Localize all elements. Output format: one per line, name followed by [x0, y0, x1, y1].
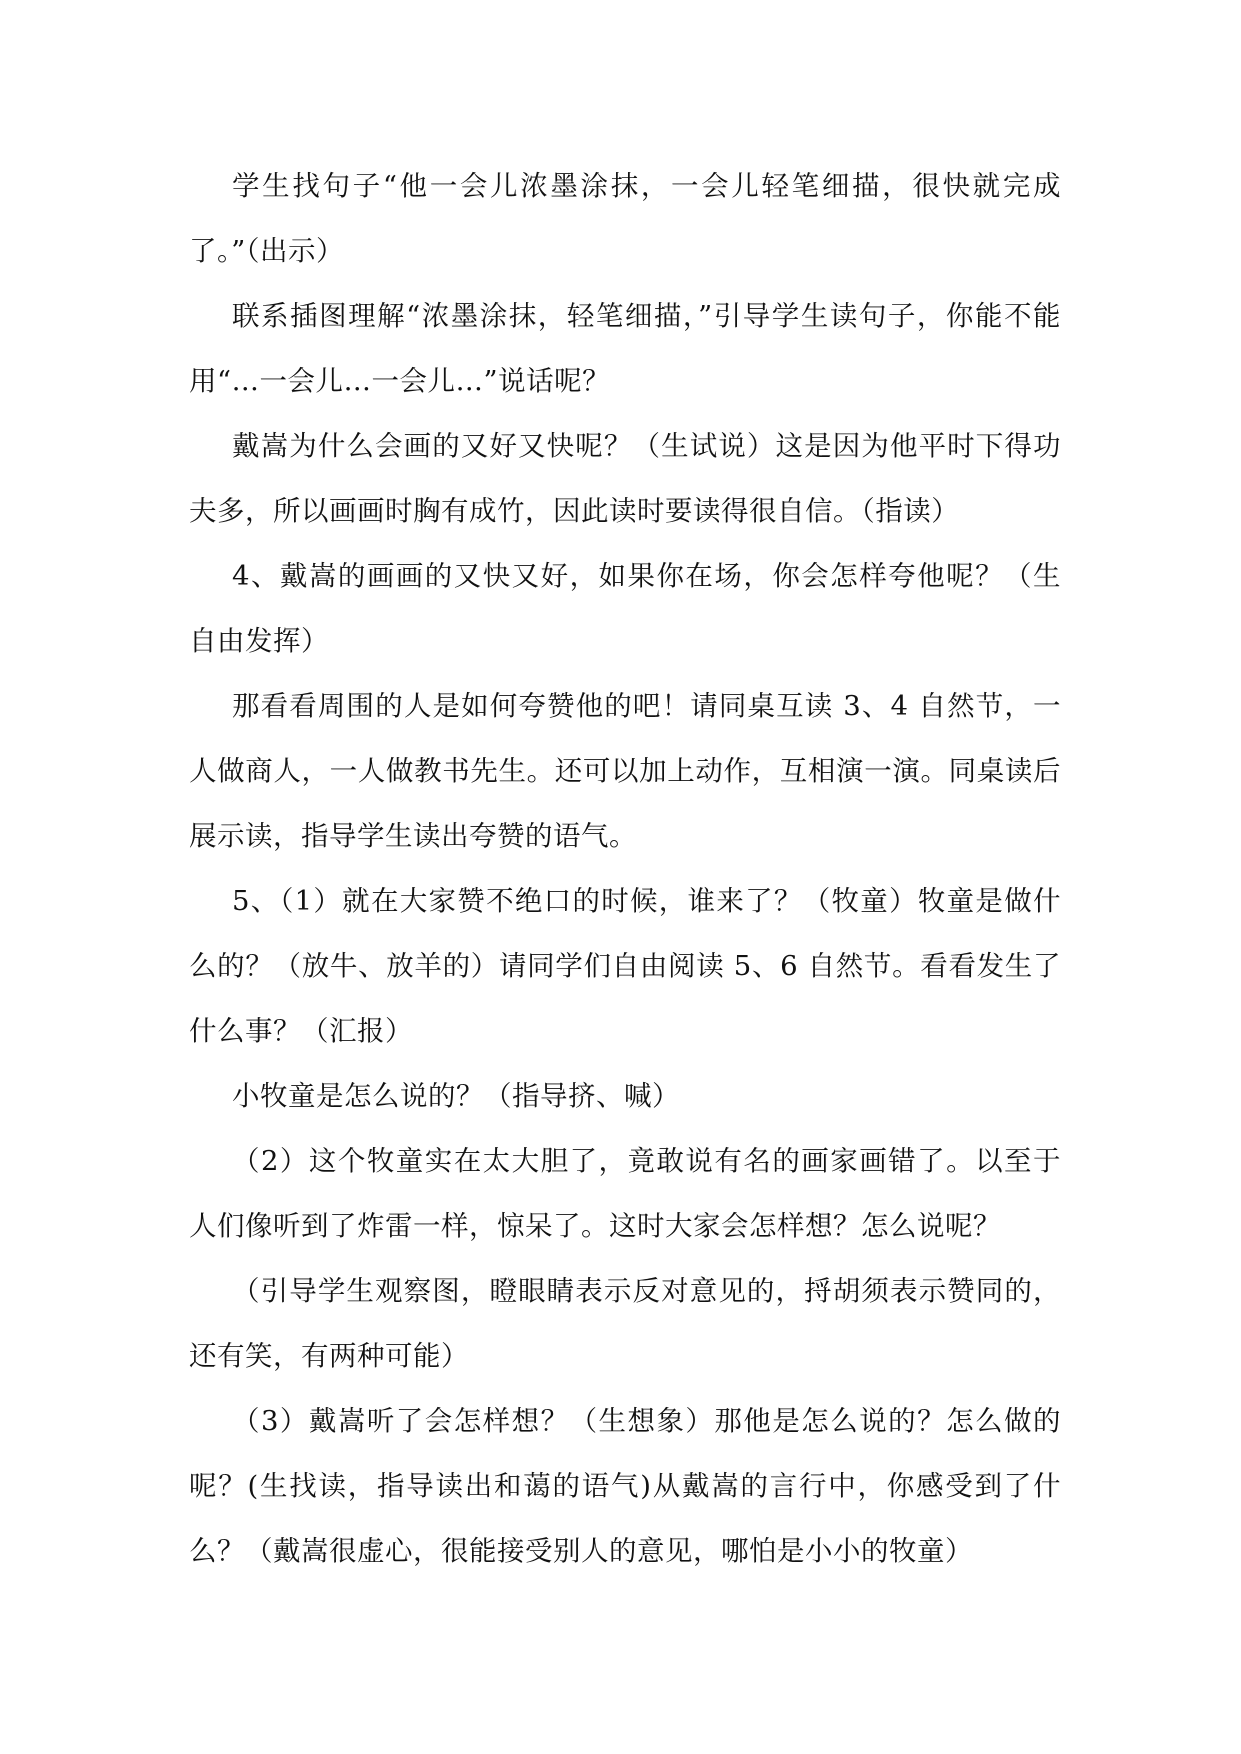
paragraph-praise: 那看看周围的人是如何夸赞他的吧！请同桌互读 3、4 自然节，一人做商人，一人做教书先生。还可以加上动作，互相演一演。同桌读后展示读，指导学生读出夸赞的语气。	[189, 690, 1061, 852]
paragraph-step-5: 5、（1）就在大家赞不绝口的时候，谁来了？（牧童）牧童是做什么的？（放牛、放羊的）请同学们自由阅读 5、6 自然节。看看发生了什么事？（汇报）	[189, 885, 1061, 1047]
paragraph-find-sentence: 学生找句子“他一会儿浓墨涂抹，一会儿轻笔细描，很快就完成了。”（出示）	[189, 170, 1061, 267]
paragraph-why-fast: 戴嵩为什么会画的又好又快呢？（生试说）这是因为他平时下得功夫多，所以画画时胸有成竹，因此读时要读得很自信。（指读）	[189, 430, 1061, 527]
paragraph-step-5-2: （2）这个牧童实在太大胆了，竟敢说有名的画家画错了。以至于人们像听到了炸雷一样，惊呆了。这时大家会怎样想？怎么说呢？	[189, 1145, 1061, 1242]
paragraph-step-4: 4、戴嵩的画画的又快又好，如果你在场，你会怎样夸他呢？（生自由发挥）	[189, 560, 1061, 657]
paragraph-illustration: 联系插图理解“浓墨涂抹，轻笔细描，”引导学生读句子，你能不能用“…一会儿…一会儿…”说话呢？	[189, 300, 1061, 397]
paragraph-cowherd-said: 小牧童是怎么说的？（指导挤、喊）	[232, 1080, 680, 1112]
document-body	[189, 154, 1061, 1584]
paragraph-observe-picture: （引导学生观察图，瞪眼睛表示反对意见的，捋胡须表示赞同的，还有笑，有两种可能）	[189, 1275, 1061, 1372]
paragraph-step-5-3: （3）戴嵩听了会怎样想？（生想象）那他是怎么说的？怎么做的呢？(生找读，指导读出和蔼的语气)从戴嵩的言行中，你感受到了什么？（戴嵩很虚心，很能接受别人的意见，哪怕是小小的牧童）	[189, 1405, 1061, 1567]
